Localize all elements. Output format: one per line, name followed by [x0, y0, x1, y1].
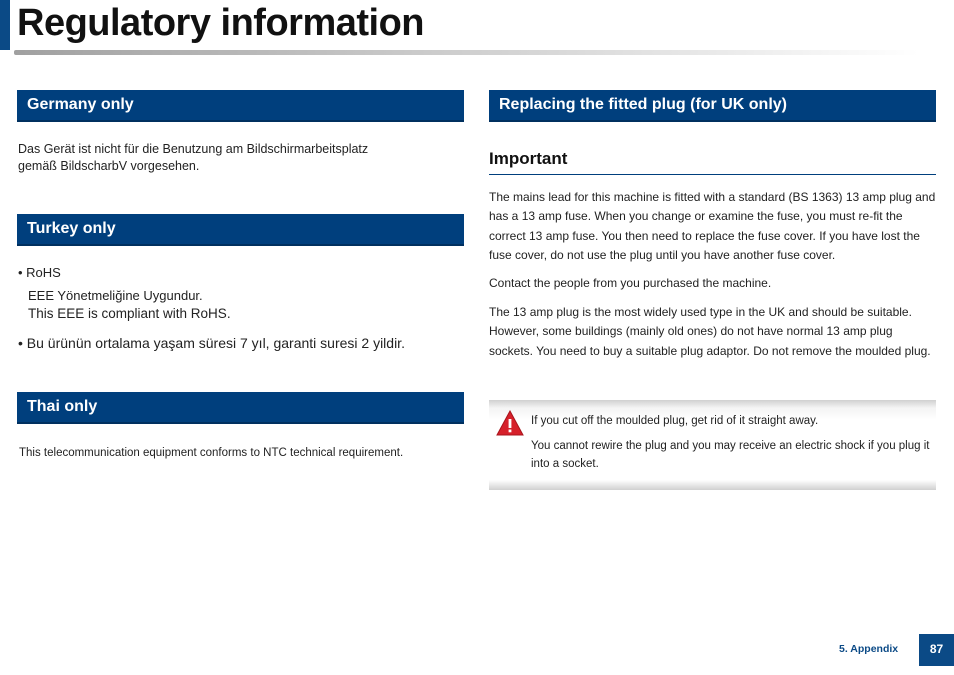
title-divider — [14, 50, 919, 55]
turkey-heading: Turkey only — [17, 214, 464, 246]
page-number: 87 — [919, 634, 954, 666]
footer-section-label: 5. Appendix — [839, 643, 899, 655]
important-heading: Important — [489, 148, 936, 175]
germany-line-1: Das Gerät ist nicht für die Benutzung am Bildschirmarbeitsplatz — [18, 142, 369, 156]
page-title: Regulatory information — [17, 2, 425, 44]
title-accent-bar — [0, 0, 10, 50]
thai-heading: Thai only — [17, 392, 464, 424]
germany-heading: Germany only — [17, 90, 464, 122]
germany-line-2: gemäß BildscharbV vorgesehen. — [18, 159, 200, 173]
warning-triangle-icon — [496, 410, 524, 436]
uk-paragraph-3: The 13 amp plug is the most widely used type in the UK and should be suitable. However, some buildings (mainly old ones) do not have normal 13 amp plug sockets. You need to buy a suitable plug adaptor. Do not remove the moulded plug. — [489, 305, 931, 358]
warning-text-1: If you cut off the moulded plug, get rid of it straight away. — [531, 415, 819, 427]
uk-paragraph-2: Contact the people from you purchased the machine. — [489, 276, 772, 290]
warning-text-2: You cannot rewire the plug and you may receive an electric shock if you plug it into a socket. — [531, 440, 930, 470]
lifetime-bullet: • Bu ürünün ortalama yaşam süresi 7 yıl, garanti suresi 2 yildir. — [18, 335, 405, 351]
uk-heading: Replacing the fitted plug (for UK only) — [489, 90, 936, 122]
rohs-line-1: EEE Yönetmeliğine Uygundur. — [28, 288, 203, 303]
rohs-line-2: This EEE is compliant with RoHS. — [28, 306, 231, 321]
thai-text: This telecommunication equipment conforms to NTC technical requirement. — [19, 447, 404, 459]
uk-paragraph-1: The mains lead for this machine is fitted with a standard (BS 1363) 13 amp plug and has a 13 amp fuse. When you change or examine the fuse, you must re-fit the correct 13 amp fuse. You then need to replace the fuse cover. If you have lost the fuse cover, do not use the plug until you have another fuse cover. — [489, 190, 936, 262]
rohs-bullet: • RoHS — [18, 265, 61, 280]
